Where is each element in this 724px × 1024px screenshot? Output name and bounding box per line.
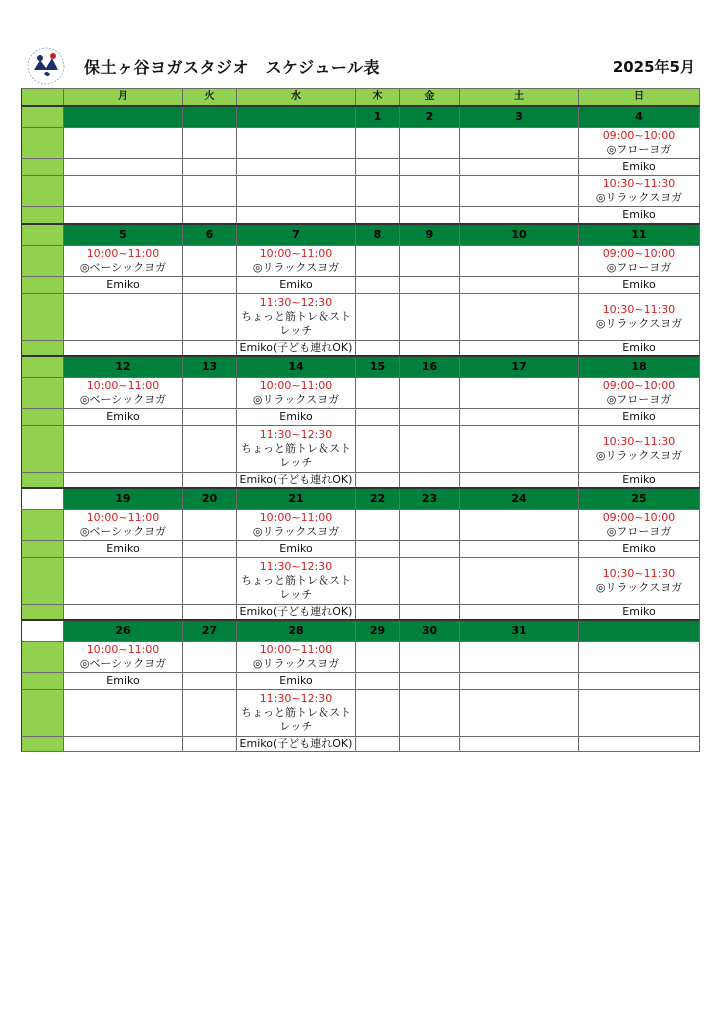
class-name: ◎リラックスヨガ (252, 525, 340, 538)
empty-cell (400, 690, 460, 737)
week-2-slot-2-instructor (22, 341, 700, 357)
empty-cell (356, 426, 400, 473)
class-name: ◎フローヨガ (606, 261, 672, 274)
date-cell: 3 (460, 106, 579, 128)
class-cell (579, 294, 700, 341)
empty-cell (237, 176, 356, 207)
empty-cell (460, 246, 579, 277)
empty-cell (400, 128, 460, 159)
page-title: 保土ヶ谷ヨガスタジオ スケジュール表 (84, 58, 381, 77)
class-name: ◎フローヨガ (606, 525, 672, 538)
week-5-slot-1 (22, 642, 700, 673)
instructor-name: Emiko (579, 473, 700, 489)
empty-cell (400, 378, 460, 409)
empty-cell (460, 159, 579, 176)
empty-cell (460, 510, 579, 541)
empty-cell (356, 409, 400, 426)
week-2-slot-1 (22, 246, 700, 277)
class-time: 11:30~12:30 (259, 560, 333, 573)
empty-cell (183, 159, 237, 176)
week-5-slot-2-instructor (22, 737, 700, 752)
dow-tue: 火 (183, 89, 237, 107)
class-time: 10:00~11:00 (259, 511, 333, 524)
side-cell (22, 224, 64, 246)
class-cell (237, 294, 356, 341)
date-cell (579, 620, 700, 642)
date-cell: 26 (64, 620, 183, 642)
week-2-slot-1-instructor (22, 277, 700, 294)
week-1-slot-2 (22, 176, 700, 207)
date-cell: 21 (237, 488, 356, 510)
class-cell (579, 378, 700, 409)
class-time: 11:30~12:30 (259, 692, 333, 705)
empty-cell (356, 690, 400, 737)
empty-cell (183, 128, 237, 159)
class-time: 11:30~12:30 (259, 428, 333, 441)
empty-cell (400, 294, 460, 341)
empty-cell (183, 409, 237, 426)
class-name: ◎リラックスヨガ (595, 317, 683, 330)
instructor-name: Emiko (64, 673, 183, 690)
week-3-slot-1-instructor (22, 409, 700, 426)
dow-mon: 月 (64, 89, 183, 107)
empty-cell (183, 642, 237, 673)
empty-cell (356, 541, 400, 558)
class-name: ◎ベーシックヨガ (79, 525, 167, 538)
week-5-date-row (22, 620, 700, 642)
date-cell: 9 (400, 224, 460, 246)
date-cell: 11 (579, 224, 700, 246)
class-name: ◎フローヨガ (606, 393, 672, 406)
week-5-slot-2 (22, 690, 700, 737)
class-time: 10:00~11:00 (86, 511, 160, 524)
empty-cell (460, 558, 579, 605)
empty-cell (460, 176, 579, 207)
instructor-name: Emiko (64, 541, 183, 558)
empty-cell (356, 277, 400, 294)
side-cell (22, 106, 64, 128)
side-cell (22, 294, 64, 341)
empty-cell (356, 159, 400, 176)
empty-cell (460, 673, 579, 690)
class-time: 10:00~11:00 (86, 379, 160, 392)
empty-cell (460, 426, 579, 473)
class-name: ちょっと筋トレ＆スト (241, 442, 351, 455)
date-cell: 25 (579, 488, 700, 510)
week-1-slot-2-instructor (22, 207, 700, 225)
empty-cell (400, 341, 460, 357)
empty-cell (64, 128, 183, 159)
empty-cell (356, 246, 400, 277)
class-cell (64, 378, 183, 409)
schedule-month: 2025年5月 (612, 58, 695, 76)
instructor-name: Emiko(子ども連れOK) (237, 341, 356, 357)
empty-cell (356, 378, 400, 409)
empty-cell (356, 207, 400, 225)
empty-cell (400, 473, 460, 489)
instructor-name: Emiko (237, 541, 356, 558)
instructor-name: Emiko (237, 673, 356, 690)
empty-cell (579, 642, 700, 673)
empty-cell (400, 207, 460, 225)
empty-cell (579, 737, 700, 752)
class-time: 09:00~10:00 (602, 129, 676, 142)
instructor-name: Emiko (579, 541, 700, 558)
empty-cell (400, 737, 460, 752)
class-name-cont: レッチ (279, 456, 313, 469)
empty-cell (237, 207, 356, 225)
side-cell (22, 737, 64, 752)
empty-cell (356, 737, 400, 752)
empty-cell (400, 642, 460, 673)
class-time: 10:00~11:00 (259, 379, 333, 392)
side-cell (22, 341, 64, 357)
week-2-slot-2 (22, 294, 700, 341)
side-cell (22, 246, 64, 277)
class-time: 09:00~10:00 (602, 379, 676, 392)
side-cell (22, 558, 64, 605)
dow-thu: 木 (356, 89, 400, 107)
empty-cell (356, 605, 400, 621)
date-cell: 12 (64, 356, 183, 378)
side-cell (22, 642, 64, 673)
side-cell (22, 620, 64, 642)
empty-cell (237, 159, 356, 176)
date-cell (183, 106, 237, 128)
class-time: 10:00~11:00 (86, 643, 160, 656)
date-cell: 20 (183, 488, 237, 510)
empty-cell (460, 341, 579, 357)
side-cell (22, 488, 64, 510)
empty-cell (237, 128, 356, 159)
week-4-slot-1 (22, 510, 700, 541)
dow-wed: 水 (237, 89, 356, 107)
side-cell (22, 356, 64, 378)
class-name: ◎フローヨガ (606, 143, 672, 156)
schedule-table (21, 88, 700, 752)
date-cell: 6 (183, 224, 237, 246)
class-name: ちょっと筋トレ＆スト (241, 310, 351, 323)
side-cell (22, 378, 64, 409)
week-1-date-row (22, 106, 700, 128)
class-name-cont: レッチ (279, 588, 313, 601)
date-cell: 19 (64, 488, 183, 510)
instructor-name: Emiko(子ども連れOK) (237, 605, 356, 621)
instructor-name: Emiko (579, 341, 700, 357)
class-cell (237, 246, 356, 277)
empty-cell (356, 176, 400, 207)
day-of-week-row (22, 89, 700, 107)
class-name: ◎リラックスヨガ (252, 393, 340, 406)
dow-sat: 土 (460, 89, 579, 107)
empty-cell (183, 277, 237, 294)
empty-cell (356, 294, 400, 341)
side-cell (22, 128, 64, 159)
week-4-slot-1-instructor (22, 541, 700, 558)
empty-cell (64, 176, 183, 207)
instructor-name: Emiko (579, 605, 700, 621)
empty-cell (183, 690, 237, 737)
empty-cell (356, 673, 400, 690)
empty-cell (400, 277, 460, 294)
empty-cell (460, 642, 579, 673)
class-cell (579, 558, 700, 605)
week-3-slot-2 (22, 426, 700, 473)
date-cell (237, 106, 356, 128)
dow-sun: 日 (579, 89, 700, 107)
date-cell: 8 (356, 224, 400, 246)
empty-cell (64, 426, 183, 473)
week-2-date-row (22, 224, 700, 246)
empty-cell (460, 541, 579, 558)
side-cell (22, 176, 64, 207)
empty-cell (64, 341, 183, 357)
empty-cell (183, 246, 237, 277)
empty-cell (356, 510, 400, 541)
empty-cell (183, 673, 237, 690)
instructor-name: Emiko (579, 277, 700, 294)
class-cell (237, 690, 356, 737)
class-time: 10:00~11:00 (86, 247, 160, 260)
empty-cell (64, 558, 183, 605)
class-cell (64, 246, 183, 277)
date-cell: 27 (183, 620, 237, 642)
date-cell: 23 (400, 488, 460, 510)
empty-cell (64, 294, 183, 341)
empty-cell (183, 426, 237, 473)
instructor-name: Emiko (237, 409, 356, 426)
class-name: ◎ベーシックヨガ (79, 393, 167, 406)
class-cell (579, 246, 700, 277)
class-time: 11:30~12:30 (259, 296, 333, 309)
empty-cell (400, 510, 460, 541)
class-time: 10:00~11:00 (259, 643, 333, 656)
date-cell: 2 (400, 106, 460, 128)
class-time: 09:00~10:00 (602, 247, 676, 260)
empty-cell (183, 558, 237, 605)
class-name: ちょっと筋トレ＆スト (241, 574, 351, 587)
date-cell: 29 (356, 620, 400, 642)
date-cell: 7 (237, 224, 356, 246)
side-cell (22, 277, 64, 294)
class-cell (237, 642, 356, 673)
empty-cell (356, 473, 400, 489)
week-4-date-row (22, 488, 700, 510)
class-time: 10:00~11:00 (259, 247, 333, 260)
class-name: ◎リラックスヨガ (595, 449, 683, 462)
date-cell: 28 (237, 620, 356, 642)
date-cell: 22 (356, 488, 400, 510)
empty-cell (183, 341, 237, 357)
empty-cell (579, 673, 700, 690)
date-cell: 30 (400, 620, 460, 642)
instructor-name: Emiko (64, 277, 183, 294)
week-3-date-row (22, 356, 700, 378)
class-cell (237, 426, 356, 473)
empty-cell (460, 277, 579, 294)
week-4-slot-2 (22, 558, 700, 605)
empty-cell (64, 690, 183, 737)
instructor-name: Emiko (64, 409, 183, 426)
instructor-name: Emiko (579, 207, 700, 225)
empty-cell (64, 159, 183, 176)
empty-cell (356, 128, 400, 159)
empty-cell (183, 378, 237, 409)
empty-cell (400, 605, 460, 621)
empty-cell (460, 409, 579, 426)
instructor-name: Emiko (579, 159, 700, 176)
empty-cell (460, 207, 579, 225)
empty-cell (400, 246, 460, 277)
class-cell (579, 128, 700, 159)
week-3-slot-1 (22, 378, 700, 409)
date-cell: 13 (183, 356, 237, 378)
side-cell (22, 426, 64, 473)
class-name: ◎リラックスヨガ (252, 657, 340, 670)
instructor-name: Emiko (237, 277, 356, 294)
empty-cell (183, 473, 237, 489)
empty-cell (400, 426, 460, 473)
empty-cell (183, 541, 237, 558)
week-5-slot-1-instructor (22, 673, 700, 690)
class-time: 10:30~11:30 (602, 567, 676, 580)
class-name: ちょっと筋トレ＆スト (241, 706, 351, 719)
class-name: ◎リラックスヨガ (252, 261, 340, 274)
date-cell: 5 (64, 224, 183, 246)
empty-cell (183, 294, 237, 341)
class-time: 10:30~11:30 (602, 303, 676, 316)
week-3-slot-2-instructor (22, 473, 700, 489)
empty-cell (460, 605, 579, 621)
empty-cell (64, 737, 183, 752)
instructor-name: Emiko(子ども連れOK) (237, 473, 356, 489)
empty-cell (183, 737, 237, 752)
class-cell (64, 642, 183, 673)
class-cell (64, 510, 183, 541)
class-name: ◎リラックスヨガ (595, 581, 683, 594)
side-cell (22, 159, 64, 176)
empty-cell (64, 605, 183, 621)
side-cell (22, 207, 64, 225)
empty-cell (460, 128, 579, 159)
date-cell: 10 (460, 224, 579, 246)
date-cell: 18 (579, 356, 700, 378)
empty-cell (400, 409, 460, 426)
class-name: ◎ベーシックヨガ (79, 261, 167, 274)
class-time: 10:30~11:30 (602, 435, 676, 448)
date-cell: 15 (356, 356, 400, 378)
empty-cell (356, 642, 400, 673)
date-cell: 17 (460, 356, 579, 378)
side-cell (22, 510, 64, 541)
instructor-name: Emiko(子ども連れOK) (237, 737, 356, 752)
empty-cell (64, 473, 183, 489)
empty-cell (460, 690, 579, 737)
empty-cell (183, 176, 237, 207)
instructor-name: Emiko (579, 409, 700, 426)
side-cell (22, 690, 64, 737)
empty-cell (183, 207, 237, 225)
empty-cell (460, 737, 579, 752)
empty-cell (579, 690, 700, 737)
side-cell (22, 89, 64, 107)
empty-cell (356, 558, 400, 605)
date-cell: 1 (356, 106, 400, 128)
class-name-cont: レッチ (279, 720, 313, 733)
class-cell (579, 426, 700, 473)
class-time: 09:00~10:00 (602, 511, 676, 524)
dow-fri: 金 (400, 89, 460, 107)
empty-cell (400, 159, 460, 176)
date-cell: 4 (579, 106, 700, 128)
class-cell (579, 176, 700, 207)
empty-cell (400, 176, 460, 207)
class-time: 10:30~11:30 (602, 177, 676, 190)
side-cell (22, 541, 64, 558)
date-cell: 14 (237, 356, 356, 378)
class-name: ◎ベーシックヨガ (79, 657, 167, 670)
date-cell (64, 106, 183, 128)
class-cell (237, 558, 356, 605)
side-cell (22, 605, 64, 621)
date-cell: 24 (460, 488, 579, 510)
empty-cell (64, 207, 183, 225)
week-1-slot-1-instructor (22, 159, 700, 176)
class-cell (579, 510, 700, 541)
empty-cell (460, 473, 579, 489)
week-1-slot-1 (22, 128, 700, 159)
side-cell (22, 673, 64, 690)
class-cell (237, 510, 356, 541)
empty-cell (183, 510, 237, 541)
studio-logo-icon (24, 46, 68, 86)
date-cell: 31 (460, 620, 579, 642)
class-name-cont: レッチ (279, 324, 313, 337)
side-cell (22, 409, 64, 426)
date-cell: 16 (400, 356, 460, 378)
week-4-slot-2-instructor (22, 605, 700, 621)
empty-cell (356, 341, 400, 357)
empty-cell (460, 294, 579, 341)
class-cell (237, 378, 356, 409)
side-cell (22, 473, 64, 489)
empty-cell (400, 558, 460, 605)
empty-cell (400, 673, 460, 690)
class-name: ◎リラックスヨガ (595, 191, 683, 204)
empty-cell (460, 378, 579, 409)
empty-cell (400, 541, 460, 558)
empty-cell (183, 605, 237, 621)
